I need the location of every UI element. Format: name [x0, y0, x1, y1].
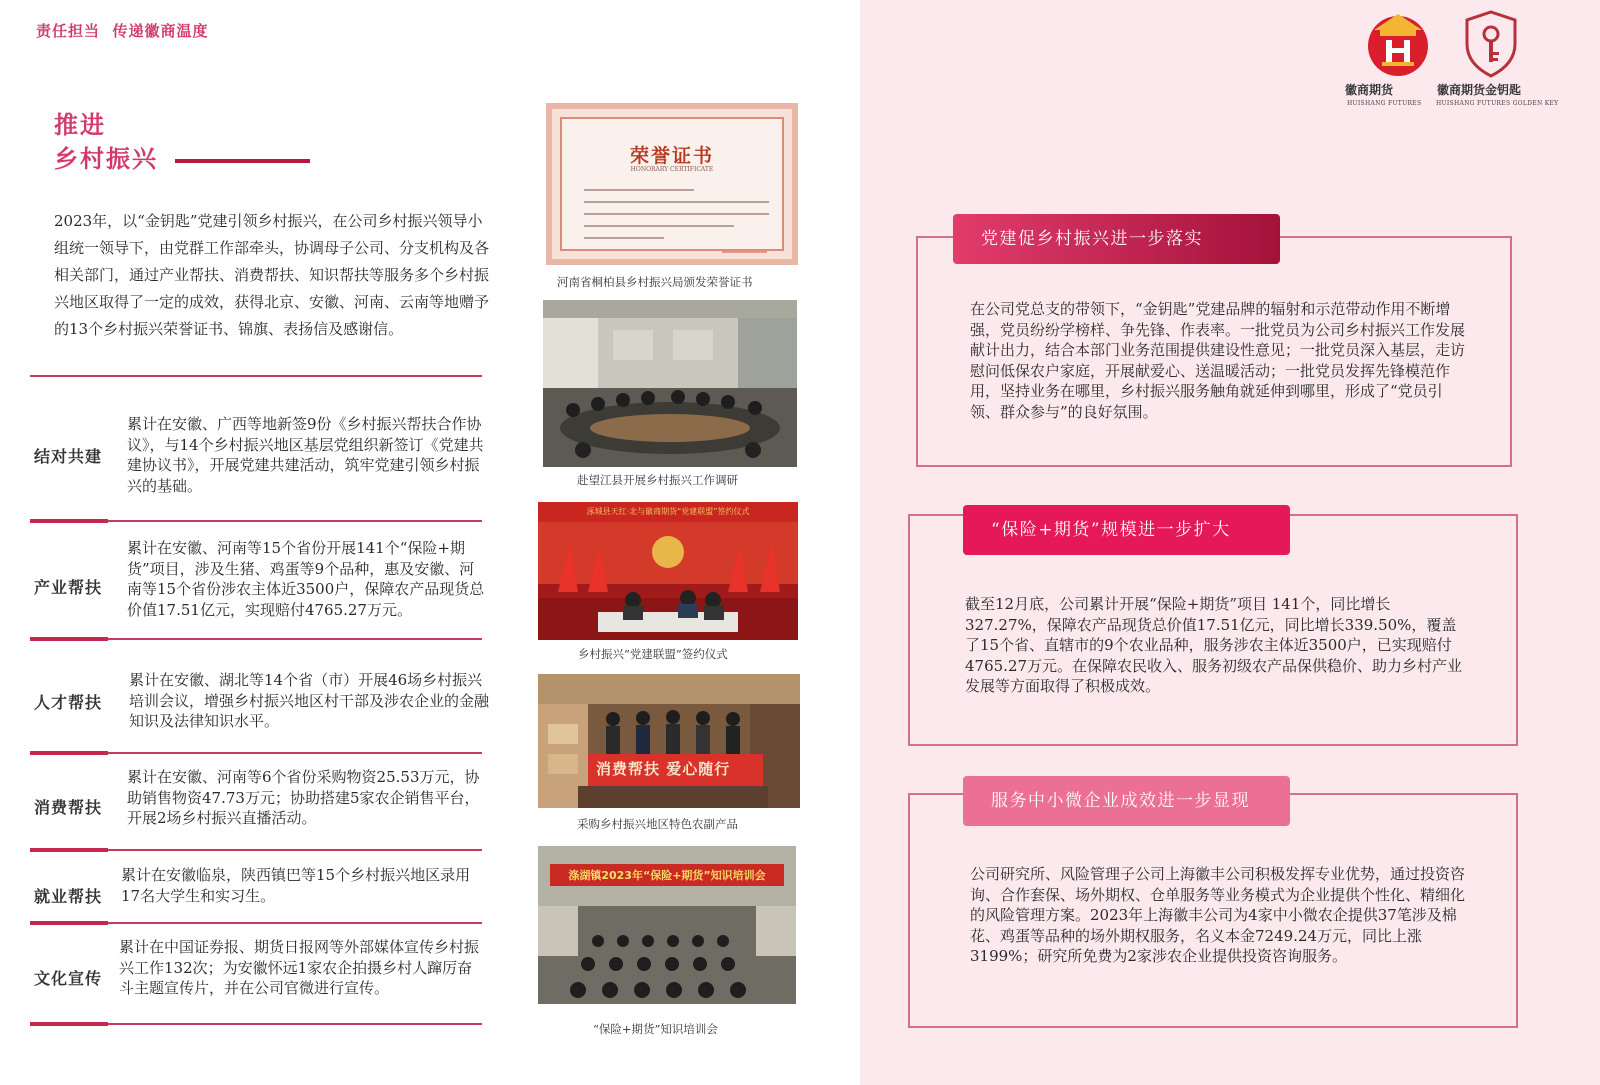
certificate-seal [722, 251, 767, 253]
signing-banner: 涿城县天红·北与徽商期货“党建联盟”签约仪式 [586, 507, 750, 516]
box-tab: 党建促乡村振兴进一步落实 [953, 214, 1280, 264]
category-divider-accent [30, 921, 108, 925]
photo-caption: 赴望江县开展乡村振兴工作调研 [577, 473, 738, 487]
category-label: 结对共建 [34, 447, 103, 466]
section-title-line1: 推进 [54, 110, 106, 139]
category-text: 累计在中国证券报、期货日报网等外部媒体宣传乡村振兴工作132次；为安徽怀远1家农企拍摄乡村人蹿厉奋斗主题宣传片，并在公司官微进行宣传。 [119, 938, 480, 997]
title-underline [175, 159, 310, 163]
category-label: 就业帮扶 [34, 887, 103, 906]
box-tab: 服务中小微企业成效进一步显现 [963, 776, 1290, 826]
golden-key-icon [1461, 10, 1521, 78]
section-title [54, 108, 158, 176]
box-text: 截至12月底，公司累计开展“保险+期货”项目 141个，同比增长327.27%，保障农产品现货总价值17.51亿元，同比增长339.50%，覆盖了15个省、直辖市的9个农业品种，服务涉农主体近3500户，已实现赔付4765.27万元。在保障农民收入、服务初级农产品保供稳价、助力乡村产业发展等方面取得了积极成效。 [965, 595, 1463, 695]
section-title-line2: 乡村振兴 [54, 144, 158, 173]
consumption-photo [538, 674, 800, 808]
category-divider-accent [30, 751, 108, 755]
certificate-text-line [584, 213, 769, 215]
certificate-text-line [584, 201, 769, 203]
category-text: 累计在安徽、广西等地新签9份《乡村振兴帮扶合作协议》，与14个乡村振兴地区基层党组织新签订《党建共建协议书》，开展党建共建活动，筑牢党建引领乡村振兴的基础。 [127, 415, 484, 495]
category-divider-accent [30, 848, 108, 852]
category-text: 累计在安徽、河南等15个省份开展141个“保险+期货”项目，涉及生猪、鸡蛋等9个品种，惠及安徽、河南等15个省份涉农主体近3500户，保障农产品现货总价值17.51亿元，实现赔付4765.27万元。 [127, 539, 485, 619]
certificate-photo [546, 103, 798, 265]
intro-divider [30, 375, 482, 377]
category-label: 消费帮扶 [34, 798, 103, 817]
meeting-photo [543, 300, 797, 467]
training-photo [538, 846, 796, 1004]
huishang-emblem-icon [1362, 8, 1434, 76]
category-divider [108, 1023, 482, 1025]
header-slogan: 责任担当 传递徽商温度 [36, 22, 209, 40]
photo-caption: 河南省桐柏县乡村振兴局颁发荣誉证书 [557, 275, 753, 289]
category-text: 累计在安徽、湖北等14个省（市）开展46场乡村振兴培训会议，增强乡村振兴地区村干部及涉农企业的金融知识及法律知识水平。 [129, 671, 490, 730]
category-text: 累计在安徽临泉，陕西镇巴等15个乡村振兴地区录用17名大学生和实习生。 [121, 866, 471, 905]
intro-paragraph: 2023年，以“金钥匙”党建引领乡村振兴，在公司乡村振兴领导小组统一领导下，由党群工作部牵头，协调母子公司、分支机构及各相关部门，通过产业帮扶、消费帮扶、知识帮扶等服务多个乡村振兴地区取得了一定的成效，获得北京、安徽、河南、云南等地赠予的13个乡村振兴荣誉证书、锦旗、表扬信及感谢信。 [54, 212, 490, 338]
category-divider-accent [30, 519, 108, 523]
box-text: 公司研究所、风险管理子公司上海徽丰公司积极发挥专业优势，通过投资咨询、合作套保、场外期权、仓单服务等业务模式为企业提供个性化、精细化的风险管理方案。2023年上海徽丰公司为4家中小微农企提供37笔涉及棉花、鸡蛋等品种的场外期权服务，名义本金7249.24万元，同比上涨3199%；研究所免费为2家涉农企业提供投资咨询服务。 [970, 865, 1466, 965]
certificate-text-line [584, 189, 694, 191]
box-text: 在公司党总支的带领下，“金钥匙”党建品牌的辐射和示范带动作用不断增强，党员纷纷学榜样、争先锋、作表率。一批党员为公司乡村振兴工作发展献计出力，结合本部门业务范围提供建设性意见；一批党员深入基层，走访慰问低保农户家庭，开展献爱心、送温暖活动；一批党员发挥先锋模范作用，坚持业务在哪里，乡村振兴服务触角就延伸到哪里，形成了“党员引领、群众参与”的良好氛围。 [970, 300, 1466, 421]
logo-left-name: 徽商期货 [1345, 83, 1394, 97]
photo-caption: 乡村振兴“党建联盟”签约仪式 [578, 647, 728, 661]
category-text: 累计在安徽、河南等6个省份采购物资25.53万元，协助销售物资47.73万元；协助搭建5家农企销售平台，开展2场乡村振兴直播活动。 [127, 768, 480, 827]
certificate-border [560, 117, 784, 251]
category-divider [108, 520, 482, 522]
category-divider-accent [30, 637, 108, 641]
box-tab: “保险+期货”规模进一步扩大 [963, 505, 1290, 555]
logo-left-english: HUISHANG FUTURES [1347, 100, 1422, 107]
consumption-banner: 消费帮扶 爱心随行 [596, 760, 731, 778]
category-divider-accent [30, 1022, 108, 1026]
logo-right-name: 徽商期货金钥匙 [1437, 83, 1522, 97]
consumption-image [538, 674, 800, 808]
certificate-title: 荣誉证书 [629, 145, 714, 167]
certificate-text-line [584, 225, 734, 227]
category-divider [108, 638, 482, 640]
golden-key-logo [1433, 8, 1558, 108]
category-label: 产业帮扶 [34, 578, 103, 597]
certificate-text-line [584, 237, 664, 239]
certificate-subtitle: HONORARY CERTIFICATE [630, 166, 714, 173]
photo-caption: 采购乡村振兴地区特色农副产品 [577, 817, 738, 831]
right-page [860, 0, 1600, 1085]
logo-right-english: HUISHANG FUTURES GOLDEN KEY [1436, 100, 1559, 107]
signing-image [538, 502, 798, 640]
meeting-image [543, 300, 797, 467]
category-divider [108, 922, 482, 924]
photo-caption: “保险+期货”知识培训会 [593, 1022, 718, 1036]
training-banner: 涤湖镇2023年“保险+期货”知识培训会 [568, 869, 766, 882]
category-label: 文化宣传 [34, 969, 103, 988]
signing-ceremony-photo [538, 502, 798, 640]
category-divider [108, 849, 482, 851]
category-divider [108, 752, 482, 754]
category-label: 人才帮扶 [34, 693, 103, 712]
